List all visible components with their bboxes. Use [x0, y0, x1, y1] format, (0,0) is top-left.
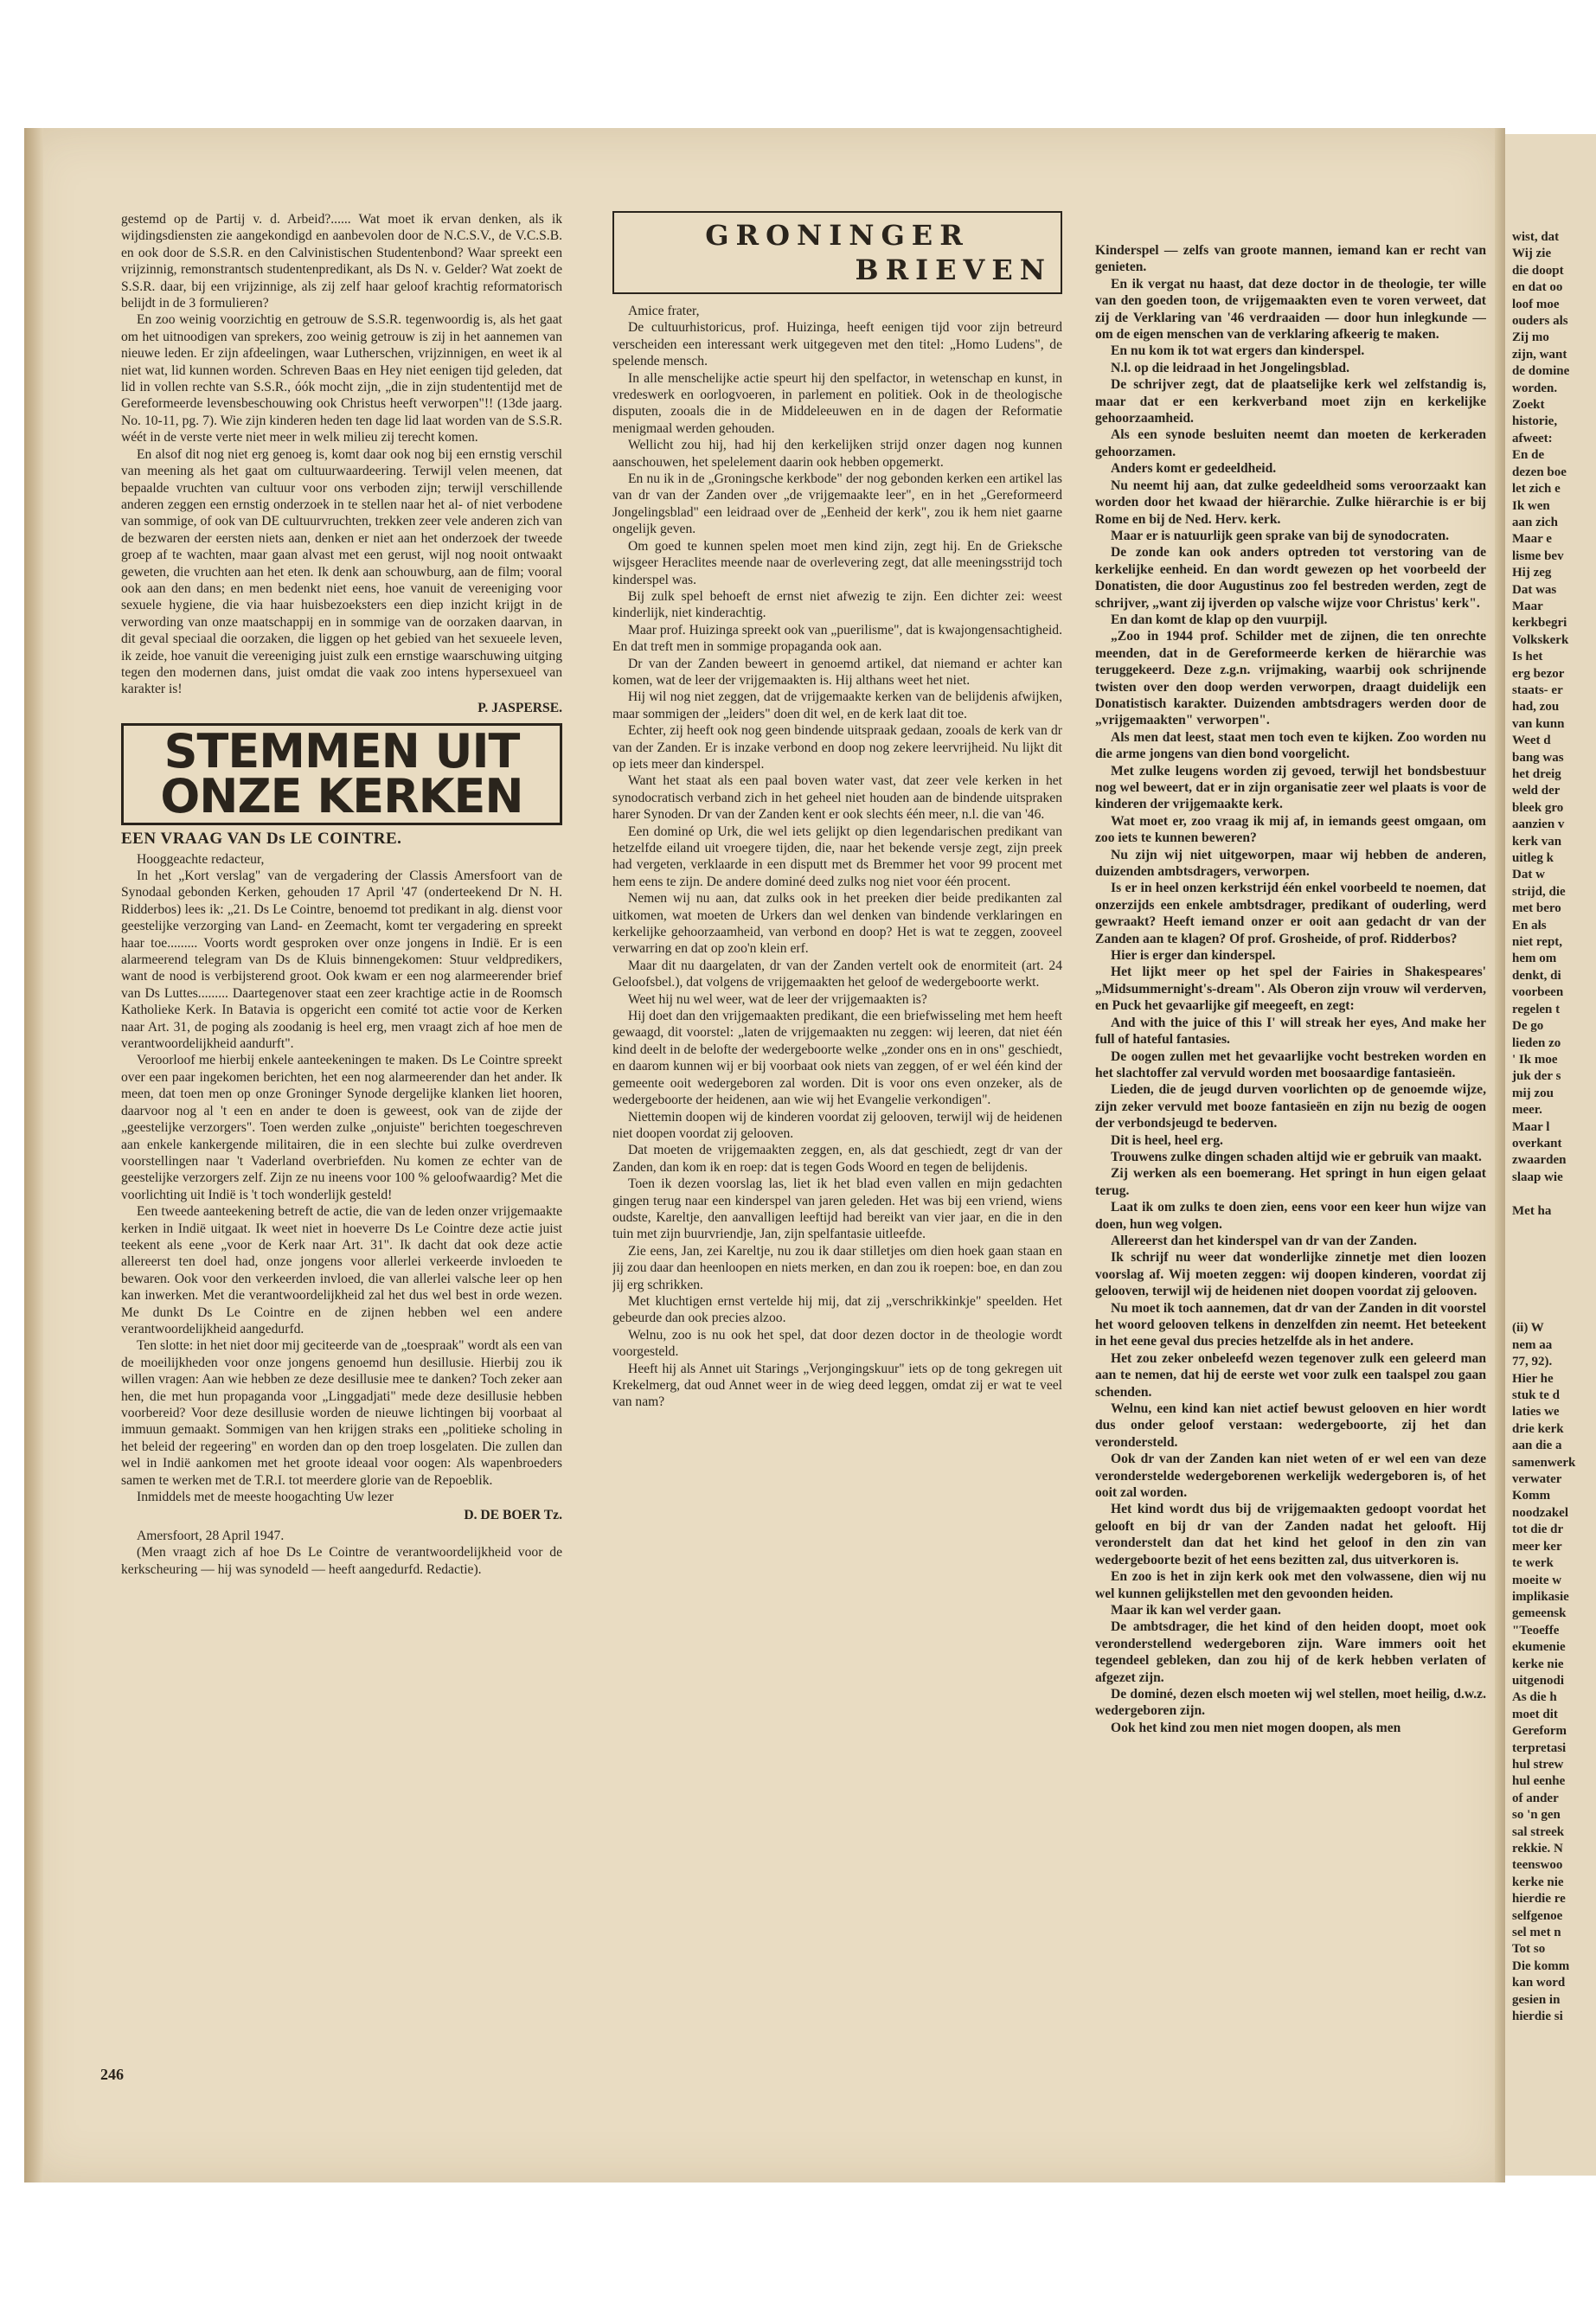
next-page-line: (ii) W	[1512, 1321, 1544, 1336]
paragraph: Laat ik om zulks te doen zien, eens voor een keer hun wijze van doen, hun weg volgen.	[1095, 1200, 1486, 1232]
next-page-line: bleek gro	[1512, 800, 1564, 815]
paragraph: Dat moeten de vrijgemaakten zeggen, en, als dat geschiedt, zegt dr van der Zanden, dan kom ik en roep: dat is tegen Gods Woord en tegen de belijdenis.	[612, 1143, 1062, 1175]
paragraph: De oogen zullen met het gevaarlijke vocht bestreken worden en het slachtoffer zal vervuld worden met boosaardige fantasieën.	[1095, 1048, 1486, 1080]
next-page-line: of ander	[1512, 1791, 1559, 1805]
paragraph: De ambtsdrager, die het kind of den heiden doopt, moet ook veronderstellend wedergeboren zijn. Ware immers ooit het tegendeel gebleken, dan zou hij of de kerk hebben verlaten of afgezet zijn.	[1095, 1619, 1486, 1685]
next-page-line: hierdie si	[1512, 2009, 1563, 2024]
paragraph: Om goed te kunnen spelen moet men kind zijn, zegt hij. En de Grieksche wijsgeer Heraclites meende naar de overlevering zegt, dat alle meeningsstrijd toch kinderspel was.	[612, 538, 1062, 587]
paragraph: En dan komt de klap op den vuurpijl.	[1111, 612, 1328, 627]
next-page-line: het dreig	[1512, 767, 1561, 781]
next-page-line: strijd, die	[1512, 884, 1566, 899]
paragraph: Welnu, zoo is nu ook het spel, dat door dezen doctor in de theologie wordt voorgesteld.	[612, 1327, 1062, 1360]
next-page-line	[1505, 1236, 1596, 1253]
next-page-line: afweet:	[1512, 431, 1553, 445]
paragraph: Als een synode besluiten neemt dan moeten de kerkeraden gehoorzamen.	[1095, 427, 1486, 459]
masthead-line-2: ONZE KERKEN	[160, 769, 523, 824]
paragraph: Anders komt er gedeeldheid.	[1111, 461, 1277, 477]
next-page-line: uitleg k	[1512, 851, 1554, 866]
next-page-line: Hier he	[1512, 1371, 1554, 1386]
next-page-line: rekkie. N	[1512, 1842, 1563, 1856]
next-page-line: terpretasi	[1512, 1740, 1567, 1755]
next-page-line: hem om	[1512, 952, 1557, 966]
next-page-line: had, zou	[1512, 700, 1560, 715]
paragraph: Welnu, een kind kan niet actief bewust gelooven en hier wordt dus onder geloof verstaan: wedergeboorte, zij het dan verondersteld.	[1095, 1401, 1486, 1450]
next-page-line: sal streek	[1512, 1824, 1565, 1839]
masthead-line-2: BRIEVEN	[855, 253, 1052, 286]
next-page-line: erg bezor	[1512, 666, 1565, 681]
paragraph: Als men dat leest, staat men toch even te kijken. Zoo worden nu die arme jongens van dien bond voorgelicht.	[1095, 729, 1486, 762]
next-page-line: niet rept,	[1512, 935, 1563, 950]
signature-jasperse: P. JASPERSE.	[478, 700, 562, 715]
next-page-line: aanzien v	[1512, 817, 1565, 832]
next-page-line: staats- er	[1512, 683, 1563, 697]
signature-de-boer: D. DE BOER Tz.	[464, 1508, 562, 1523]
next-page-line: As die h	[1512, 1690, 1557, 1705]
next-page-line: so 'n gen	[1512, 1808, 1561, 1823]
next-page-line	[1505, 1287, 1596, 1304]
next-page-line: de domine	[1512, 364, 1570, 379]
next-page-line: Dat w	[1512, 868, 1545, 882]
paragraph: Bij zulk spel behoeft de ernst niet afwezig te zijn. Een dichter zei: weest kinderlijk, niet kinderachtig.	[612, 588, 1062, 621]
paragraph: Nu neemt hij aan, dat zulke gedeeldheid soms veroorzaakt kan worden door het kwaad der hiërarchie. Zulke hiërarchie is er bij Rome en bij de Ned. Herv. kerk.	[1095, 478, 1486, 527]
paragraph: Want het staat als een paal boven water vast, dat zeer vele kerken in het synodocratisch verband zich in het geheel niet houden aan de bindende uitspraken harer Synoden. Dr van der Zanden kent er ook slechts één meer, n.l. die van '46.	[612, 773, 1062, 823]
paragraph: Een dominé op Urk, die wel iets gelijkt op dien legendarischen predikant van hetzelfde eiland uit vroegere tijden, die, naar het bekende versje zegt, zijn preek had vergeten, verklaarde in een disputt met ds Bremmer het voor 99 procent met hem eens te zijn. De andere dominé deed zulks nog niet voor één procent.	[612, 824, 1062, 889]
next-page-line: Tot so	[1512, 1942, 1546, 1957]
next-page-line: sel met n	[1512, 1926, 1561, 1940]
next-page-line: "Teoeffe	[1512, 1623, 1560, 1638]
next-page-line: 77, 92).	[1512, 1355, 1553, 1369]
paragraph: Dit is heel, heel erg.	[1111, 1132, 1223, 1148]
next-page-line: lisme bev	[1512, 548, 1564, 563]
paragraph: Hij doet dan den vrijgemaakten predikant, die een briefwisseling met hem heeft gewaagd, dit voorstel: „laten de vrijgemaakten nu zeggen: wij leeren, dat niet één kind deelt in de belofte der wedergeboorte welke „zonder ons en in ons" geschiedt, en daarom kunnen wij er bij voorbaat ook niets van zeggen, of er wel één kind der gemeente ooit wedergeboren zal worden. Dit is voor ons even onzeker, als de wedergeboorte der heidenen, aan wie wij het Evangelie verkondigen".	[612, 1009, 1062, 1108]
paragraph: Veroorloof me hierbij enkele aanteekeningen te maken. Ds Le Cointre spreekt over een paar ingekomen berichten, het een nog alarmeerender dan het ander. Ik meen, dat toen men op onze Groninger Synode dergelijke klanken liet hooren, daarvoor nog al 't een en ander te doen is geweest, ook van de zijde der „geestelijke verzorgers". Toen werden zulke „onjuiste" berichten toegeschreven aan enkele kankergende militairen, die in een slechte bui zulke overdreven voorstellingen naar 't Vaderland overbriefden. Nu komen ze echter van de geestelijke verzorgers zelf. Zijn ze nu ineens voor 100 % geloofwaardig? Met die voorlichting uit Indië is 't toch wonderlijk gesteld!	[121, 1053, 562, 1202]
next-page-line: kerke nie	[1512, 1657, 1564, 1671]
next-page-line: zwaarden	[1512, 1153, 1567, 1168]
article-subhead: EEN VRAAG VAN Ds LE COINTRE.	[121, 830, 402, 849]
paragraph: De cultuurhistoricus, prof. Huizinga, heeft eenigen tijd voor zijn betreurd verscheiden een interessant werk uitgegeven met den titel: „Homo Ludens", de spelende mensch.	[612, 320, 1062, 369]
next-page-line: Dat was	[1512, 582, 1557, 597]
paragraph: N.l. op die leidraad in het Jongelingsblad.	[1111, 360, 1349, 375]
next-page-line	[1505, 1304, 1596, 1320]
paragraph: De zonde kan ook anders optreden tot verstoring van de kerkelijke eenheid. En dan wordt gewezen op het voorbeeld der Donatisten, die door Augustinus zoo fel bestreden werden, zegt de schrijver, „want zij ijverden op valsche wijze voor Christus' kerk".	[1095, 545, 1486, 611]
next-page-line: voorbeen	[1512, 985, 1564, 1000]
next-page-line: moet dit	[1512, 1707, 1558, 1721]
paragraph: Trouwens zulke dingen schaden altijd wie er gebruik van maakt.	[1111, 1149, 1482, 1164]
page-number: 246	[100, 2066, 124, 2083]
paragraph: En zoo is het in zijn kerk ook met den volwassene, dien wij nu wel kunnen gelijkstellen met den gevoonden heiden.	[1095, 1569, 1486, 1601]
next-page-line: verwater	[1512, 1472, 1562, 1487]
paragraph: En nu kom ik tot wat ergers dan kinderspel.	[1111, 343, 1365, 359]
next-page-line: bang was	[1512, 750, 1564, 765]
column-1	[121, 211, 562, 2010]
paragraph: Maar ik kan wel verder gaan.	[1111, 1602, 1281, 1618]
section-masthead-groninger-brieven	[612, 211, 1062, 294]
next-page-line: te werk	[1512, 1556, 1554, 1571]
paragraph: Dr van der Zanden beweert in genoemd artikel, dat niemand er achter kan komen, wat de leer der vrijgemaakten is. Hij althans weet het niet.	[612, 656, 1062, 688]
next-page-line: drie kerk	[1512, 1421, 1564, 1436]
column-2	[612, 211, 1062, 1993]
next-page-line: laties we	[1512, 1405, 1560, 1420]
next-page-line	[1505, 1270, 1596, 1286]
column-3	[1095, 242, 1486, 2102]
next-page-line	[1505, 1253, 1596, 1270]
salutation: Hooggeachte redacteur,	[137, 851, 265, 867]
paragraph: Een tweede aanteekening betreft de actie, die van de leden onzer vrijgemaakte kerken in Indië uitgaat. Ik weet niet in hoeverre Ds Le Cointre deze actie juist teekent als eene „voor de Kerk naar Art. 31". Ik dacht dat ook deze actie allereerst ten doel had, onze jongens voor allerlei verkeerde invloeden te bewaren. Ook voor den verkeerden invloed, die van allerlei valsche leer op hen kan inwerken. Met die verantwoordelijkheid zal het dus wel best in orde wezen. Me dunkt Ds Le Cointre en de zijnen hebben wel een andere verantwoordelijkheid aangedurfd.	[121, 1204, 562, 1336]
next-page-line: Met ha	[1512, 1203, 1552, 1218]
next-page-line: worden.	[1512, 381, 1558, 395]
next-page-line: Maar	[1512, 599, 1543, 613]
paragraph: Lieden, die de jeugd durven voorlichten op de genoemde wijze, zijn zeker vervuld met booze fantasieën en zijn nu bezig de oogen der verbondsjeugd te bederven.	[1095, 1082, 1486, 1131]
next-page-line: Die komm	[1512, 1958, 1570, 1973]
next-page-line: kerkbegri	[1512, 616, 1567, 631]
paragraph: In het „Kort verslag" van de vergadering der Classis Amersfoort van de Synodaal gebonden Kerken, gehouden 17 April '47 (onderteekend Dr N. H. Ridderbos) lees ik: „21. Ds Le Cointre, benoemd tot predikant in alg. dienst voor geestelijke verzorging van Land- en Zeemacht, komt ter vergadering en spreekt haar toe......... Voorts wordt gesproken over onze jongens in Indië. Er is een alarmeerend telegram van Ds de Kluis binnengekomen: Stuur veldpredikers, want de nood is verbijsterend groot. Ook kwam er een nog alarmeerender brief van Ds Luttes......... Daartegenover staat een zeer krachtige actie in de Roomsch Katholieke Kerk. In Batavia is opgericht een comité tot actie voor de Kerken naar Art. 31, de poging als zoodanig is heel erg, men vraagt zich af hoe men de verantwoordelijkheid aandurft".	[121, 868, 562, 1052]
paragraph: Is er in heel onzen kerkstrijd één enkel voorbeeld te noemen, dat onzerzijds een enkele ambtsdrager, predikant of ouderling, werd gewraakt? Heeft iemand onzer er ooit aan gedacht dr van der Zanden aan te klagen? Of prof. Grosheide, of prof. Ridderbos?	[1095, 881, 1486, 946]
paragraph: Met kluchtigen ernst vertelde hij mij, dat zij „verschrikkinkje" speelden. Het gebeurde dan ook precies alzoo.	[612, 1293, 1062, 1326]
next-page-line: wist, dat	[1512, 230, 1560, 244]
paragraph: Wat moet er, zoo vraag ik mij af, in iemands geest omgaan, om zoo iets te kunnen beweren?	[1095, 813, 1486, 846]
next-page-line: samenwerk	[1512, 1455, 1576, 1470]
next-page-line: lieden zo	[1512, 1035, 1561, 1050]
next-page-line: ekumenie	[1512, 1640, 1566, 1655]
next-page-line: van kunn	[1512, 716, 1565, 731]
next-page-line: slaap wie	[1512, 1170, 1563, 1184]
paragraph: Nu zijn wij niet uitgeworpen, maar wij hebben de anderen, duizenden ambtsdragers, verworpen.	[1095, 847, 1486, 880]
next-page-line: mij zou	[1512, 1086, 1554, 1100]
next-page-line: Wij zie	[1512, 247, 1552, 261]
next-page-line: hul strew	[1512, 1757, 1564, 1772]
next-page-line: hul eenhe	[1512, 1774, 1566, 1789]
next-page-line: en dat oo	[1512, 280, 1563, 295]
next-page-line: moeite w	[1512, 1573, 1562, 1587]
next-page-line: De go	[1512, 1019, 1544, 1034]
next-page-line: Ik wen	[1512, 498, 1550, 513]
next-page-line: loof moe	[1512, 297, 1560, 311]
next-page-line: noodzakel	[1512, 1505, 1569, 1520]
paragraph: Ik schrijf nu weer dat wonderlijke zinnetje met dien loozen voorslag af. Wij moeten zeggen: wij doopen kinderen, voordat zij gelooven, terwijl wij de heidenen niet doopen voordat zij gelooven.	[1095, 1250, 1486, 1299]
next-page-line: kan word	[1512, 1976, 1566, 1990]
next-page-line: kerke nie	[1512, 1875, 1564, 1889]
next-page-line: met bero	[1512, 901, 1561, 916]
paragraph: Het kind wordt dus bij de vrijgemaakten gedoopt voordat het gelooft en bij dr van der Zanden nadat het gelooft. Hij veronderstelt dan dat het kind het geloof in den zin van wedergeboorte bezit of het eens bezitten zal, dus uitverkoren is.	[1095, 1502, 1486, 1567]
next-page-line: Zoekt	[1512, 398, 1545, 413]
dateline: Amersfoort, 28 April 1947.	[137, 1528, 285, 1543]
next-page-line: weld der	[1512, 784, 1561, 798]
next-page-line: meer ker	[1512, 1539, 1562, 1554]
paragraph: Maar prof. Huizinga spreekt ook van „puerilisme", dat is kwajongensachtigheid. En dat treft men in sommige propaganda ook aan.	[612, 622, 1062, 655]
next-page-line: selfgenoe	[1512, 1908, 1563, 1923]
next-page-line: implikasie	[1512, 1589, 1569, 1604]
section-masthead-stemmen-uit-onze-kerken	[121, 723, 562, 825]
paragraph: Hier is erger dan kinderspel.	[1111, 948, 1276, 964]
next-page-line: regelen t	[1512, 1002, 1561, 1016]
paragraph: Het lijkt meer op het spel der Fairies in Shakespeares' „Midsummernight's-dream". Als Oberon zijn vrouw wil verderven, en Puck het gevaarlijke gif meegeeft, en zegt:	[1095, 965, 1486, 1014]
next-page-line: kerk van	[1512, 834, 1562, 849]
binding-spine	[1495, 128, 1505, 2182]
next-page-line: ouders als	[1512, 314, 1568, 329]
paragraph: Nemen wij nu aan, dat zulks ook in het preeken dier beide predikanten zal uitkomen, wat moeten de Urkers dan wel denken van bindende verklaringen en kerkelijke gehoorzaamheid, van verbond en doop? Het is wat te zeggen, zooveel verwarring en dat op zoo'n klein erf.	[612, 891, 1062, 957]
next-page-line: gemeensk	[1512, 1606, 1567, 1621]
next-page-line: Volkskerk	[1512, 632, 1569, 647]
paragraph: Toen ik dezen voorslag las, liet ik het blad even vallen en mijn gedachten gingen terug naar een kinderspel van jaren geleden. Het was bij een vriend, wiens oudste, Kareltje, den aanvalligen leeftijd had bereikt van vier jaar, en die in den tuin met zijn buurvriendje, Jan, zijn spelfantasie uitleefde.	[612, 1176, 1062, 1242]
next-page-line: Gereform	[1512, 1724, 1567, 1739]
paragraph: Ook dr van der Zanden kan niet weten of er wel een van deze veronderstelde wedergeborenen werkelijk wedergeboren is, of het ooit zal worden.	[1095, 1452, 1486, 1501]
next-page-fragment	[1505, 134, 1596, 2176]
next-page-line: Weet d	[1512, 734, 1551, 748]
next-page-line: dezen boe	[1512, 465, 1567, 479]
next-page-line: hierdie re	[1512, 1892, 1566, 1907]
paragraph: De schrijver zegt, dat de plaatselijke kerk wel zelfstandig is, maar dat er een kerkverband moet zijn en kerkelijke gehoorzaamheid.	[1095, 377, 1486, 426]
next-page-line: Komm	[1512, 1489, 1551, 1503]
next-page-line: Maar l	[1512, 1119, 1550, 1134]
next-page-line: die doopt	[1512, 263, 1564, 278]
paragraph: Maar er is natuurlijk geen sprake van bij de synodocraten.	[1111, 528, 1450, 543]
next-page-line: Is het	[1512, 650, 1543, 664]
next-page-line: juk der s	[1512, 1069, 1561, 1084]
paragraph: Het zou zeker onbeleefd wezen tegenover zulk een geleerd man aan te nemen, dat hij de eerste wet voor zulk een taalspel zou gaan schenden.	[1095, 1350, 1486, 1400]
next-page-line: uitgenodi	[1512, 1673, 1565, 1688]
next-page-line: Zij mo	[1512, 330, 1549, 345]
salutation: Amice frater,	[628, 304, 700, 318]
next-page-line: En als	[1512, 918, 1547, 933]
quotation: And with the juice of this I' will streak her eyes, And make her full of hateful fantasies.	[1095, 1015, 1486, 1048]
next-page-line: zijn, want	[1512, 347, 1567, 362]
next-page-line	[1505, 1186, 1596, 1202]
paragraph: gestemd op de Partij v. d. Arbeid?...... Wat moet ik ervan denken, als ik wijdingsdiensten zie aangekondigd en aanbevolen door de N.C.S.V., de V.C.S.B. en ook door de S.S.R. en den Calvinistischen Studentenbond? Waar spreekt een vrijzinnig, remonstrantsch studentenpredikant, als Ds N. v. Gelder? Wat zoekt de S.S.R. daar, bij een vrijzinnige, als zij zelf haar geloof krachtig reformatorisch belijdt in de 3 formulieren?	[121, 212, 562, 311]
next-page-line: aan die a	[1512, 1439, 1562, 1453]
next-page-line: En de	[1512, 448, 1545, 463]
paragraph: Maar dit nu daargelaten, dr van der Zanden vertelt ook de enormiteit (art. 24 Geloofsbel.), dat volgens de vrijgemaakten het geloof de wedergeboorte werkt.	[612, 958, 1062, 990]
paragraph: Inmiddels met de meeste hoogachting Uw lezer	[137, 1490, 394, 1505]
paragraph: Zij werken als een boemerang. Het springt in hun eigen gelaat terug.	[1095, 1166, 1486, 1198]
next-page-line: overkant	[1512, 1136, 1562, 1150]
next-page-line: ' Ik moe	[1512, 1052, 1558, 1067]
paragraph: Nu moet ik toch aannemen, dat dr van der Zanden in dit voorstel het woord gelooven telkens in denzelfden zin neemt. Het beteekent in het eene geval dus precies hetzelfde als in het andere.	[1095, 1300, 1486, 1349]
paragraph: Ook het kind zou men niet mogen doopen, als men	[1111, 1720, 1401, 1735]
next-page-line: let zich e	[1512, 482, 1561, 497]
next-page-line: nem aa	[1512, 1337, 1553, 1352]
paragraph: Wellicht zou hij, had hij den kerkelijken strijd onzer dagen nog kunnen aanschouwen, het spelelement daarin ook hebben opgemerkt.	[612, 438, 1062, 470]
paragraph: Weet hij nu wel weer, wat de leer der vrijgemaakten is?	[628, 991, 927, 1007]
newspaper-page	[24, 128, 1505, 2182]
paragraph: En nu ik in de „Groningsche kerkbode" der nog gebonden kerken een artikel las van dr van der Zanden over „de vrijgemaakte leer", en in het „Gereformeerd Jongelingsblad" een leidraad over de „Eenheid der kerk", zou ik hem niet gaarne ongelijk geven.	[612, 471, 1062, 537]
next-page-line: stuk te d	[1512, 1388, 1561, 1403]
paragraph: En ik vergat nu haast, dat deze doctor in de theologie, ter wille van den goeden toon, de vrijgemaakten even te voren verweet, dat zij de Verklaring van '46 verdraaiden — door hun inlegkunde — om de eigen menschen van de verklaring afkeerig te maken.	[1095, 276, 1486, 343]
masthead-line-1: STEMMEN UIT	[163, 724, 520, 779]
paragraph: Met zulke leugens worden zij gevoed, terwijl het bondsbestuur nog wel beweert, dat er in zijn organisatie zeer wel plaats is voor de kinderen der vrijgemaakte kerk.	[1095, 763, 1486, 812]
paragraph: Niettemin doopen wij de kinderen voordat zij gelooven, terwijl wij de heidenen niet doopen voordat zij gelooven.	[612, 1109, 1062, 1141]
next-page-line: historie,	[1512, 414, 1558, 429]
page-edge	[24, 128, 43, 2182]
next-page-line: teenswoo	[1512, 1858, 1563, 1873]
editor-note: (Men vraagt zich af hoe Ds Le Cointre de verantwoordelijkheid voor de kerkscheuring — hij was synodeld — heeft aangedurfd. Redactie).	[121, 1545, 562, 1577]
paragraph: In alle menschelijke actie speurt hij den spelfactor, in wetenschap en kunst, in vredeswerk en oorlogvoeren, in parlement en politiek. Ook in de theologische disputen, zooals die in de Middeleeuwen en in de dagen der Reformatie menigmaal werden gehouden.	[612, 370, 1062, 436]
next-page-line: aan zich	[1512, 515, 1558, 529]
next-page-lines	[1505, 134, 1596, 2025]
paragraph: En zoo weinig voorzichtig en getrouw de S.S.R. tegenwoordig is, als het gaat om het uitnoodigen van sprekers, zoo weinig getrouw is zij in het aannemen van nieuwe leden. Er zijn afdeelingen, waar Lutherschen, vrijzinnigen, en weet ik al niet wat, lid kunnen worden. Schreven Baas en Hey niet eenigen tijd geleden, dat lid in vollen rechte van S.S.R., óók mocht zijn, „die in zijn studententijd met de Gereformeerde levensbeschouwing ook Christus heeft verworpen"!! (13de jaarg. No. 10-11, pg. 7). Wie zijn kinderen heden ten dage lid laat worden van de S.S.R. wéét in de verste verte niet meer in welk milieu zij terecht komen.	[121, 312, 562, 445]
next-page-line: tot die dr	[1512, 1522, 1564, 1537]
paragraph: Hij wil nog niet zeggen, dat de vrijgemaakte kerken van de belijdenis afwijken, maar sommigen der „leiders" doen dit wel, en de kerk laat dit toe.	[612, 689, 1062, 721]
masthead-line-1: GRONINGER	[705, 219, 970, 252]
next-page-line: Hij zeg	[1512, 566, 1552, 580]
paragraph: „Zoo in 1944 prof. Schilder met de zijnen, die ten onrechte meenden, dat in de Gereformeerde kerken de hiërarchie was teruggekeerd. Deze z.g.n. vrijmaking, waarbij ook schrijnende twisten over den doop werden verworpen, draagt duidelijk een Donatistisch karakter. Duizenden ambtsdragers werden door de „vrijgemaakten" verworpen".	[1095, 629, 1486, 728]
paragraph: Echter, zij heeft ook nog geen bindende uitspraak gedaan, zooals de kerk van dr van der Zanden. Er is inzake verbond en doop nog zekere leervrijheid. Nu lijkt dit op iets meer dan kinderspel.	[612, 723, 1062, 772]
next-page-line: meer.	[1512, 1103, 1542, 1118]
paragraph: Ten slotte: in het niet door mij geciteerde van de „toespraak" wordt als een van de moeilijkheden voor onze jongens genoemd hun desillusie. Hierbij zou ik willen vragen: Aan wie hebben ze deze desillusie mee te danken? Toch zeker aan hen, die met hun propaganda voor „Linggadjati" mede deze desillusie hebben voorbereid? Voor deze desillusie worden de nieuwe lichtingen bij voorbaat al immuun gemaakt. Sommigen van hen krijgen straks een „politieke scholing in het beleid der regeering" en worden dan op den troep losgelaten. Die zullen dan wel in Indië aankomen met het groote ideaal voor oogen: Als wapenbroeders samen te werken met de T.R.I. tot meerdere glorie van de Repoeblik.	[121, 1338, 562, 1488]
paragraph: Zie eens, Jan, zei Kareltje, nu zou ik daar stilletjes om dien hoek gaan staan en jij zou daar dan heenloopen en niets merken, en dan zou ik roepen: boe, en dan zou jij erg schrikken.	[612, 1243, 1062, 1292]
next-page-line: gesien in	[1512, 1992, 1561, 2007]
paragraph: En alsof dit nog niet erg genoeg is, komt daar ook nog bij een ernstig verschil van meening als het gaat om cultuurwaardeering. Terwijl velen meenen, dat bepaalde vruchten van cultuur voor ons verboden zijn; terwijl verschillende anderen zeggen een ernstig onderzoek in te stellen naar het al- of niet verbodene van sommige, of ook van DE cultuurvruchten, trekken zeer vele anderen zich van de bezwaren der eersten niets aan, denken er niet aan het onderzoek der tweede groep af te wachten, maar gaan alvast met een gerust, wijl nog nooit ontwaakt geweten, die vruchten aan het eten. Ik denk aan schouwburg, aan de film; vooral ook aan den dans; en men bedenkt niet eens, hoe vanuit de vereeniging voor sexuele hygiene, die via haar huisbezoeksters een diep inzicht krijgt in de verwording van onze maatschappij en in sommige van de oorzaken daarvan, in dit geval speciaal die oorzaken, die liggen op het gebied van het sexueele leven, ik zeide, hoe vanuit die vereeniging juist zulk een ernstige waarschuwing uitging tegen den modernen dans, juist omdat die vaak zoo intens hypersexueel van karakter is!	[121, 446, 562, 697]
paragraph: Kinderspel — zelfs van groote mannen, iemand kan er recht van genieten.	[1095, 243, 1486, 275]
paragraph: De dominé, dezen elsch moeten wij wel stellen, moet heilig, d.w.z. wedergeboren zijn.	[1095, 1686, 1486, 1719]
next-page-line: denkt, di	[1512, 968, 1561, 983]
next-page-line: Maar e	[1512, 532, 1552, 547]
next-page-line	[1505, 1220, 1596, 1236]
paragraph: Heeft hij als Annet uit Starings „Verjongingskuur" iets op de tong gekregen uit Krekelmerg, dat oud Annet weer in de wieg deed leggen, omdat zij er wat te veel van nam?	[612, 1361, 1062, 1410]
paragraph: Allereerst dan het kinderspel van dr van der Zanden.	[1111, 1233, 1417, 1248]
